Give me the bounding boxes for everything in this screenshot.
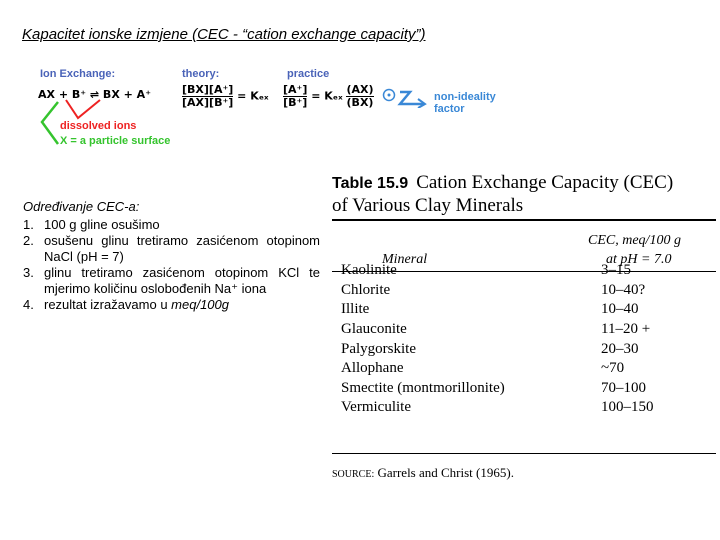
nonideality-line1: non-ideality <box>434 91 496 103</box>
cec-cell: 10–40? <box>601 281 646 298</box>
theory-equals: = <box>237 89 247 103</box>
mineral-cell: Kaolinite <box>341 262 397 279</box>
list-item <box>23 233 320 265</box>
mineral-cell: Glauconite <box>341 321 407 338</box>
mineral-cell: Allophane <box>341 360 404 377</box>
table-row <box>341 261 711 281</box>
theory-denominator: [AX][B⁺] <box>182 96 234 109</box>
step-text: osušenu glinu tretiramo zasićenom otopinom NaCl (pH = 7) <box>44 233 320 264</box>
practice-denominator: [B⁺] <box>283 96 308 109</box>
dissolved-ions-arrow-icon <box>56 98 116 122</box>
practice-label: practice <box>287 68 330 80</box>
slide-title: Kapacitet ionske izmjene (CEC - “cation exchange capacity”) <box>22 26 426 43</box>
step-number: 4. <box>23 297 34 312</box>
list-item <box>23 265 320 297</box>
cec-cell: 3–15 <box>601 262 631 279</box>
cec-cell: 10–40 <box>601 301 639 318</box>
theory-fraction <box>182 84 233 109</box>
table-row <box>341 359 711 379</box>
mineral-cell: Smectite (montmorillonite) <box>341 379 505 396</box>
step-text: 100 g gline osušimo <box>44 217 160 232</box>
step-text <box>44 297 320 313</box>
step-number: 2. <box>23 233 34 248</box>
dissolved-ions-label: dissolved ions <box>60 120 137 132</box>
mineral-table-body <box>341 261 711 418</box>
table-bottom-rule <box>332 453 716 454</box>
theory-expression <box>182 84 269 109</box>
step-text-unit: meq/100g <box>171 297 229 312</box>
practice-equals: = <box>311 89 321 103</box>
particle-surface-label: X = a particle surface <box>60 135 171 147</box>
practice-numerator: [A⁺] <box>283 83 308 96</box>
table-top-rule <box>332 219 716 221</box>
mineral-cell: Illite <box>341 301 370 318</box>
nonideality-line2: factor <box>434 103 465 115</box>
cec-cell: 11–20 + <box>601 321 651 338</box>
practice-inner-denominator: (BX) <box>346 96 374 109</box>
table-row <box>341 379 711 399</box>
mineral-cell: Chlorite <box>341 281 391 298</box>
col-header-cec: CEC, meq/100 g <box>588 233 681 248</box>
step-number: 1. <box>23 217 34 232</box>
table-title <box>332 172 673 217</box>
step-text: glinu tretiramo zasićenom otopinom KCl te mjerimo količinu oslobođenih Na⁺ iona <box>44 265 320 296</box>
col-header-ph: at pH = 7.0 <box>606 252 672 267</box>
practice-inner-fraction <box>346 84 373 109</box>
practice-fraction <box>283 84 307 109</box>
list-item <box>23 297 320 313</box>
ion-exchange-label: Ion Exchange: <box>40 68 116 80</box>
step-number: 3. <box>23 265 34 280</box>
reaction-equation: AX + B⁺ ⇌ BX + A⁺ <box>38 88 151 101</box>
source-label: SOURCE: <box>332 469 375 480</box>
cec-cell: ~70 <box>601 360 625 377</box>
cec-cell: 70–100 <box>601 379 646 396</box>
particle-surface-bracket-icon <box>36 100 62 148</box>
theory-kex: Kₑₓ <box>250 89 269 103</box>
theory-numerator: [BX][A⁺] <box>182 83 234 96</box>
source-text: Garrels and Christ (1965). <box>377 465 514 480</box>
practice-kex: Kₑₓ <box>324 89 343 103</box>
step-text-prefix: rezultat izražavamo u <box>44 297 172 312</box>
table-row <box>341 281 711 301</box>
practice-expression <box>283 84 374 109</box>
table-title-line1: Cation Exchange Capacity (CEC) <box>416 172 674 193</box>
mineral-cell: Palygorskite <box>341 340 416 357</box>
practice-inner-numerator: (AX) <box>346 83 374 96</box>
list-item <box>23 217 320 233</box>
ion-exchange-figure <box>36 64 516 154</box>
theory-label: theory: <box>182 68 220 80</box>
cec-cell: 100–150 <box>601 399 654 416</box>
activity-circle-icon <box>382 88 396 102</box>
mineral-cell: Vermiculite <box>341 399 411 416</box>
nonideality-label <box>434 91 496 115</box>
cec-heading: Određivanje CEC-a: <box>23 199 140 214</box>
table-label: Table 15.9 <box>332 175 409 192</box>
table-row <box>341 320 711 340</box>
table-row <box>341 300 711 320</box>
table-row <box>341 339 711 359</box>
cec-cell: 20–30 <box>601 340 639 357</box>
table-title-line2: of Various Clay Minerals <box>332 195 524 216</box>
nonideality-arrow-icon <box>396 88 432 108</box>
procedure-list <box>23 217 320 313</box>
col-header-mineral: Mineral <box>382 252 428 267</box>
table-row <box>341 398 711 418</box>
table-source <box>332 465 514 481</box>
